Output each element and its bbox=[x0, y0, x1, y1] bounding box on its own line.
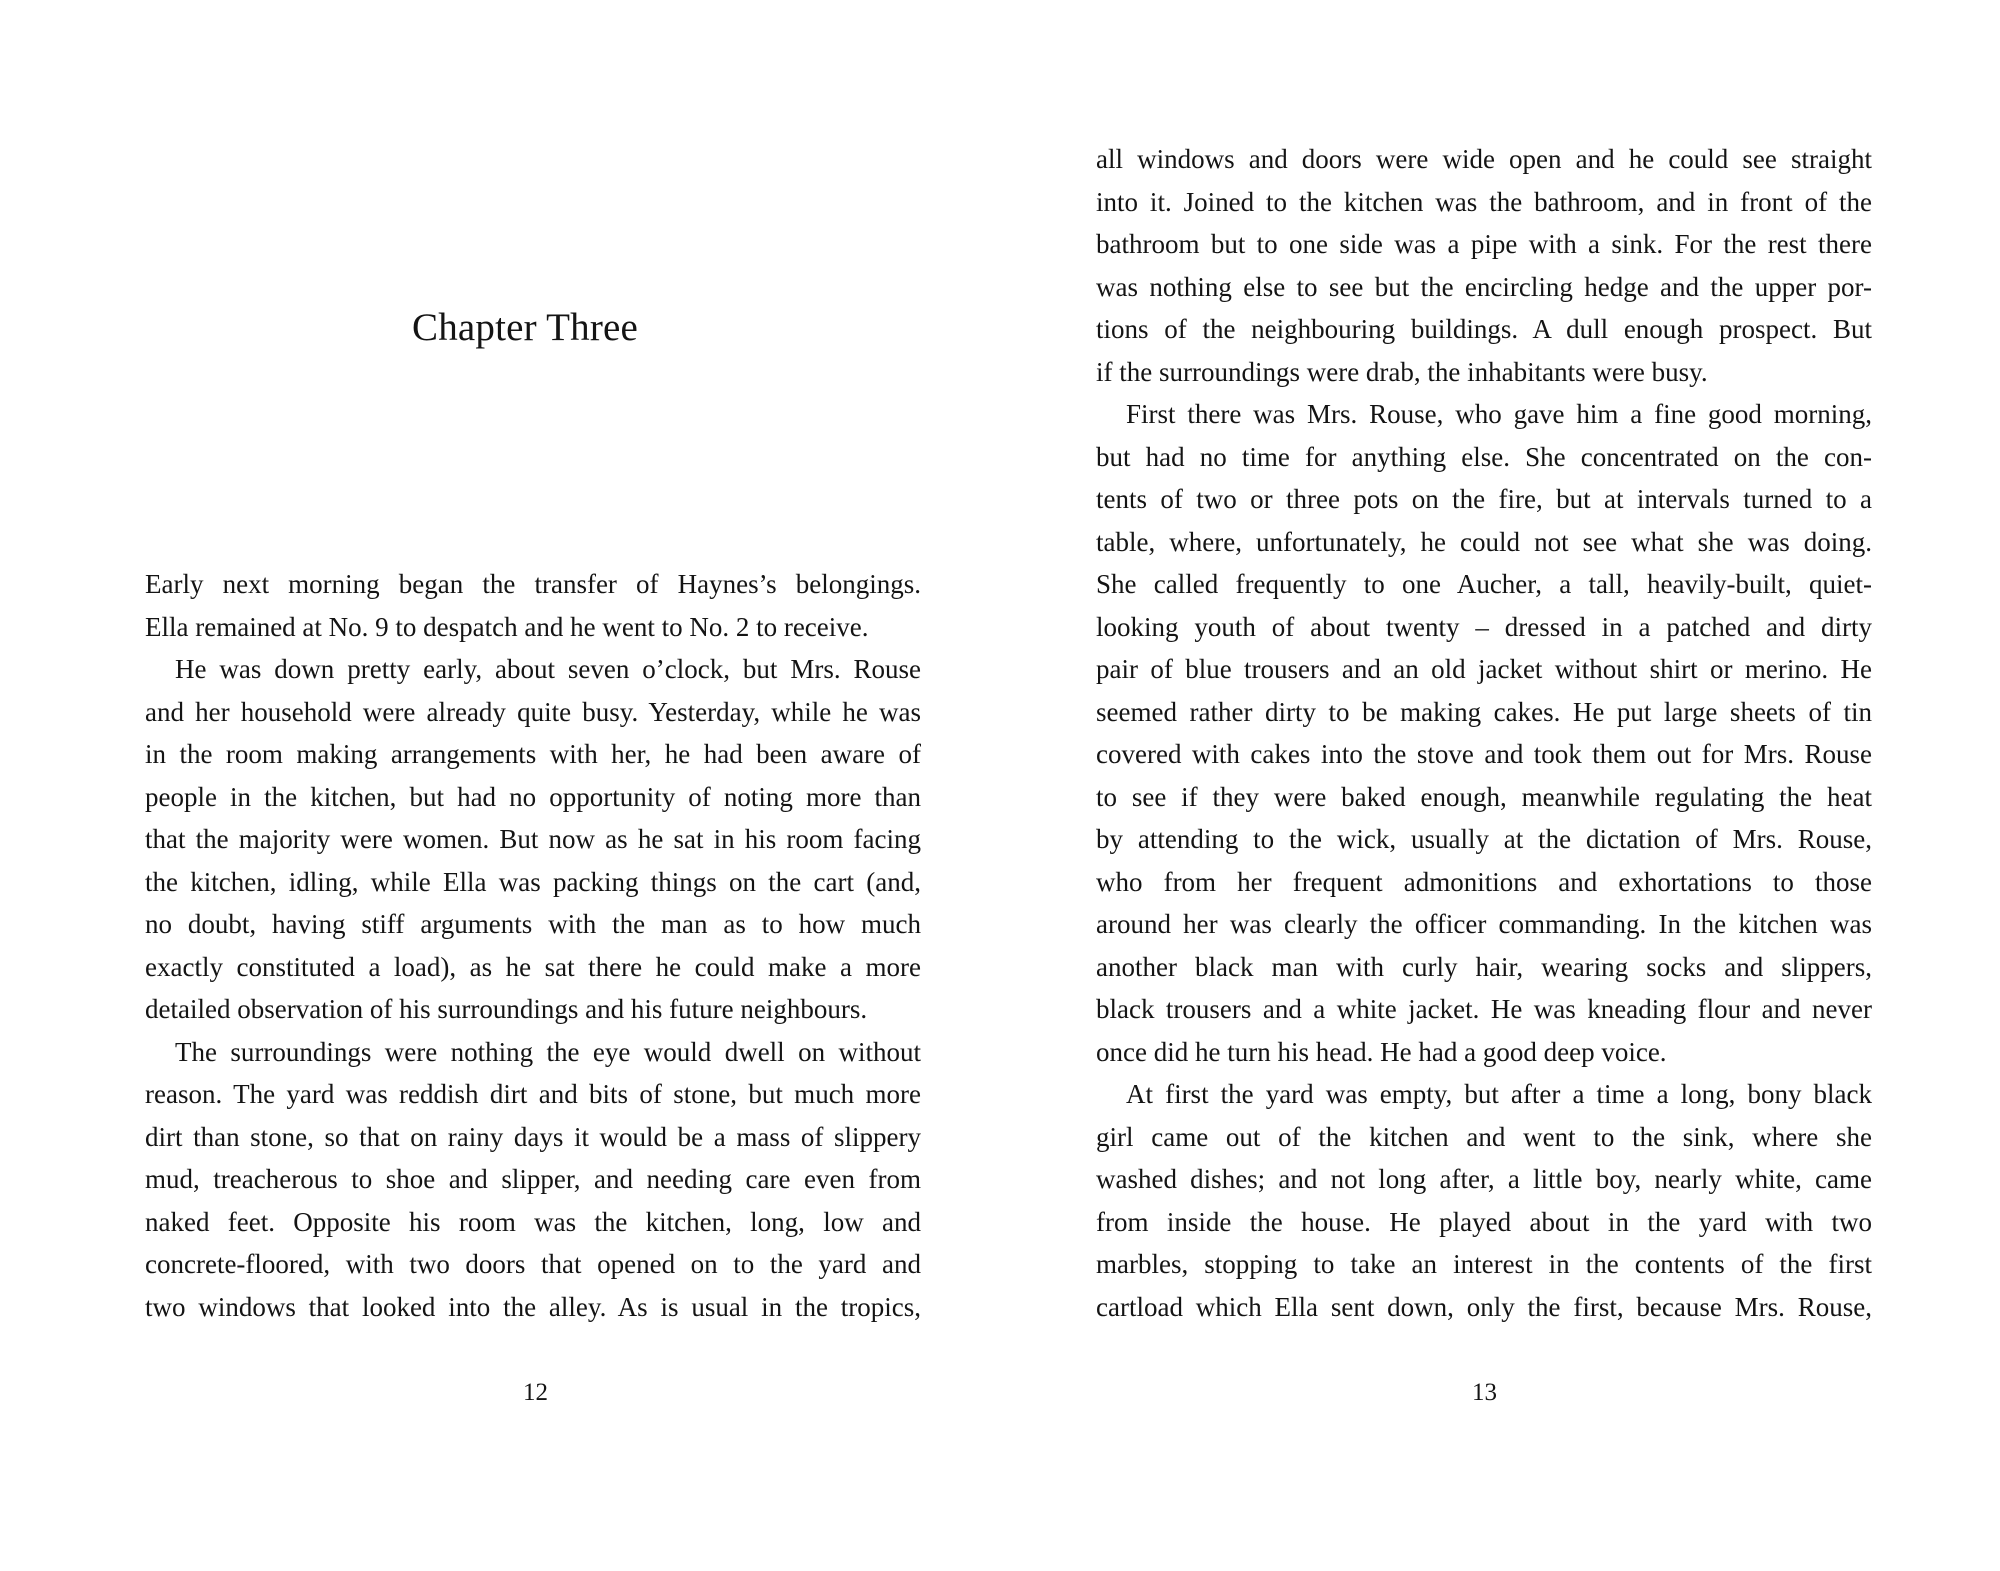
text-line: The surroundings were nothing the eye would dwell on without bbox=[175, 1036, 921, 1067]
text-line: concrete-floored, with two doors that opened on to the yard and bbox=[145, 1249, 921, 1279]
text-line: reason. The yard was reddish dirt and bits of stone, but much more bbox=[145, 1079, 921, 1109]
left-page-text bbox=[145, 563, 921, 1328]
text-line: marbles, stopping to take an interest in the contents of the first bbox=[1096, 1249, 1872, 1279]
text-line: another black man with curly hair, wearing socks and slippers, bbox=[1096, 951, 1872, 982]
text-line: cartload which Ella sent down, only the first, because Mrs. Rouse, bbox=[1096, 1291, 1872, 1322]
text-line: girl came out of the kitchen and went to the sink, where she bbox=[1096, 1121, 1872, 1152]
text-line: if the surroundings were drab, the inhabitants were busy. bbox=[1096, 356, 1708, 387]
text-line: but had no time for anything else. She concentrated on the con- bbox=[1096, 441, 1872, 472]
text-line: by attending to the wick, usually at the dictation of Mrs. Rouse, bbox=[1096, 824, 1872, 854]
text-line: no doubt, having stiff arguments with the man as to how much bbox=[145, 909, 921, 939]
text-line: who from her frequent admonitions and exhortations to those bbox=[1096, 866, 1872, 897]
text-line: black trousers and a white jacket. He was kneading flour and never bbox=[1096, 994, 1872, 1024]
text-line: that the majority were women. But now as he sat in his room facing bbox=[145, 824, 921, 854]
text-line: two windows that looked into the alley. As is usual in the tropics, bbox=[145, 1291, 921, 1322]
text-line: She called frequently to one Aucher, a tall, heavily-built, quiet- bbox=[1096, 569, 1872, 599]
text-line: tions of the neighbouring buildings. A dull enough prospect. But bbox=[1096, 314, 1872, 344]
text-line: people in the kitchen, but had no opportunity of noting more than bbox=[145, 781, 921, 812]
text-line: Early next morning began the transfer of Haynes’s belongings. bbox=[145, 569, 921, 599]
chapter-title: Chapter Three bbox=[412, 306, 639, 349]
text-line: He was down pretty early, about seven o’clock, but Mrs. Rouse bbox=[175, 654, 921, 684]
text-line: was nothing else to see but the encircling hedge and the upper por- bbox=[1096, 271, 1872, 302]
text-line: seemed rather dirty to be making cakes. He put large sheets of tin bbox=[1096, 696, 1872, 727]
right-page-text bbox=[1096, 138, 1872, 1328]
text-line: the kitchen, idling, while Ella was packing things on the cart (and, bbox=[145, 866, 921, 897]
text-line: from inside the house. He played about in the yard with two bbox=[1096, 1206, 1872, 1237]
text-line: once did he turn his head. He had a good deep voice. bbox=[1096, 1036, 1667, 1067]
text-line: detailed observation of his surroundings and his future neighbours. bbox=[145, 994, 868, 1024]
text-line: pair of blue trousers and an old jacket without shirt or merino. He bbox=[1096, 654, 1872, 684]
text-line: Ella remained at No. 9 to despatch and he went to No. 2 to receive. bbox=[145, 611, 869, 642]
text-line: naked feet. Opposite his room was the kitchen, long, low and bbox=[145, 1206, 921, 1237]
text-line: dirt than stone, so that on rainy days it would be a mass of slippery bbox=[145, 1121, 921, 1152]
text-line: At first the yard was empty, but after a time a long, bony black bbox=[1126, 1079, 1872, 1109]
text-line: around her was clearly the officer commanding. In the kitchen was bbox=[1096, 909, 1872, 939]
text-line: and her household were already quite busy. Yesterday, while he was bbox=[145, 696, 921, 727]
text-line: covered with cakes into the stove and took them out for Mrs. Rouse bbox=[1096, 739, 1872, 769]
text-line: bathroom but to one side was a pipe with a sink. For the rest there bbox=[1096, 229, 1872, 259]
text-line: First there was Mrs. Rouse, who gave him a fine good morning, bbox=[1126, 399, 1872, 429]
text-line: washed dishes; and not long after, a little boy, nearly white, came bbox=[1096, 1164, 1872, 1194]
text-line: exactly constituted a load), as he sat there he could make a more bbox=[145, 951, 921, 982]
text-line: mud, treacherous to shoe and slipper, and needing care even from bbox=[145, 1164, 921, 1194]
text-line: in the room making arrangements with her, he had been aware of bbox=[145, 739, 921, 769]
text-line: into it. Joined to the kitchen was the bathroom, and in front of the bbox=[1096, 186, 1872, 217]
text-line: to see if they were baked enough, meanwhile regulating the heat bbox=[1096, 781, 1872, 812]
text-line: tents of two or three pots on the fire, but at intervals turned to a bbox=[1096, 484, 1872, 514]
text-line: table, where, unfortunately, he could not see what she was doing. bbox=[1096, 526, 1872, 557]
text-line: looking youth of about twenty – dressed in a patched and dirty bbox=[1096, 611, 1872, 642]
left-page-number: 12 bbox=[523, 1379, 548, 1406]
right-page bbox=[1000, 0, 2000, 1571]
right-page-number: 13 bbox=[1472, 1379, 1497, 1406]
text-line: all windows and doors were wide open and he could see straight bbox=[1096, 144, 1872, 174]
